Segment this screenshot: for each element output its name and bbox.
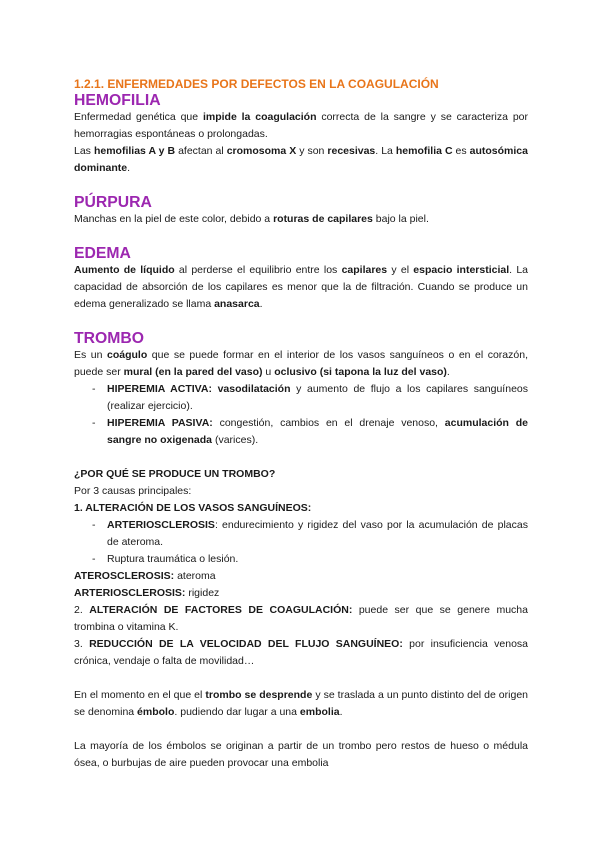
purpura-paragraph: Manchas en la piel de este color, debido a roturas de capilares bajo la piel.: [74, 213, 429, 225]
definition-aterosclerosis: ATEROSCLEROSIS: ateroma: [74, 570, 216, 582]
list-item: - Ruptura traumática o lesión.: [96, 551, 528, 568]
edema-paragraph: Aumento de líquido al perderse el equilibrio entre los capilares y el espacio intersticial. La capacidad de absorción de los capilares es menor que la de filtración. Cuando se produce un edema generalizado se llama anasarca.: [74, 264, 528, 310]
section-title: 1.2.1. ENFERMEDADES POR DEFECTOS EN LA COAGULACIÓN: [74, 77, 439, 91]
hemofilia-heading: HEMOFILIA: [74, 92, 161, 109]
trombo-paragraph: Es un coágulo que se puede formar en el interior de los vasos sanguíneos o en el corazón, puede ser mural (en la pared del vaso) u oclusivo (si tapona la luz del vaso).: [74, 349, 528, 378]
hemofilia-paragraph-1: Enfermedad genética que impide la coagulación correcta de la sangre y se caracteriza por hemorragias espontáneas o prolongadas.: [74, 111, 528, 140]
causa-1-list: [74, 517, 528, 568]
causa-2: 2. ALTERACIÓN DE FACTORES DE COAGULACIÓN: puede ser que se genere mucha trombina o vitamina K.: [74, 604, 528, 633]
list-item: - HIPEREMIA PASIVA: congestión, cambios en el drenaje venoso, acumulación de sangre no oxigenada (varices).: [96, 415, 528, 449]
causas-intro: Por 3 causas principales:: [74, 485, 192, 497]
embolo-paragraph-2: La mayoría de los émbolos se originan a partir de un trombo pero restos de hueso o médula ósea, o burbujas de aire pueden provocar una embolia: [74, 740, 528, 769]
definition-arteriosclerosis: ARTERIOSCLEROSIS: rigidez: [74, 587, 220, 599]
list-item: - HIPEREMIA ACTIVA: vasodilatación y aumento de flujo a los capilares sanguíneos (realizar ejercicio).: [96, 381, 528, 415]
edema-heading: EDEMA: [74, 245, 131, 262]
embolo-paragraph-1: En el momento en el que el trombo se desprende y se traslada a un punto distinto del de origen se denomina émbolo. pudiendo dar lugar a una embolia.: [74, 689, 528, 718]
purpura-heading: PÚRPURA: [74, 194, 152, 211]
list-item: - ARTERIOSCLEROSIS: endurecimiento y rigidez del vaso por la acumulación de placas de ateroma.: [96, 517, 528, 551]
trombo-list: [74, 381, 528, 449]
causa-1: 1. ALTERACIÓN DE LOS VASOS SANGUÍNEOS:: [74, 502, 312, 514]
trombo-heading: TROMBO: [74, 330, 144, 347]
hemofilia-paragraph-2: Las hemofilias A y B afectan al cromosoma X y son recesivas. La hemofilia C es autosómica dominante.: [74, 145, 528, 174]
causa-3: 3. REDUCCIÓN DE LA VELOCIDAD DEL FLUJO SANGUÍNEO: por insuficiencia venosa crónica, vendaje o falta de movilidad…: [74, 638, 528, 667]
causas-heading: ¿POR QUÉ SE PRODUCE UN TROMBO?: [74, 468, 276, 480]
